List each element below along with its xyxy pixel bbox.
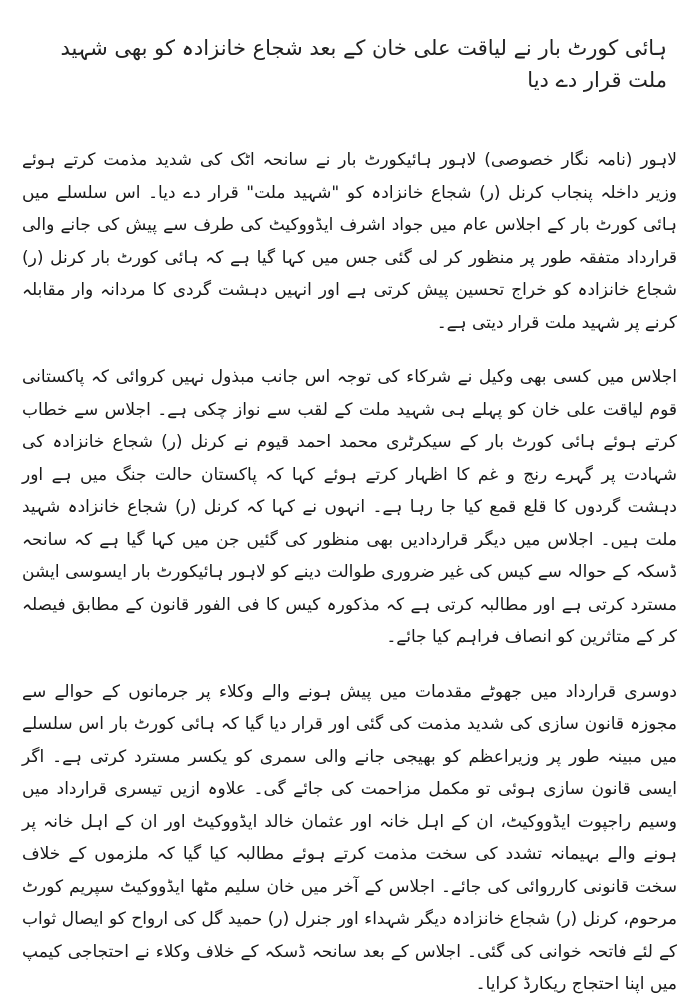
headline: ہائی کورٹ بار نے لیاقت علی خان کے بعد شجاع خانزادہ کو بھی شہید ملت قرار دے دیا xyxy=(60,36,667,92)
paragraph-resolutions: دوسری قرارداد میں جھوٹے مقدمات میں پیش ہونے والے وکلاء پر جرمانوں کے حوالے سے مجوزہ قانون سازی کی شدید مذمت کی گئی اور قرار دیا گیا کہ ہائی کورٹ بار اس سلسلے میں مبینہ طور پر وزیراعظم کو بھیجی جانے والی سمری کو یکسر مسترد کرتی ہے۔ اگر ایسی قانون سازی ہوئی تو مکمل مزاحمت کی جائے گی۔ علاوہ ازیں تیسری قرارداد میں وسیم راجپوت ایڈووکیٹ، ان کے اہل خانہ اور عثمان خالد ایڈووکیٹ اور ان کے اہل خانہ پر ہونے والے بہیمانہ تشدد کی سخت مذمت کرتے ہوئے مطالبہ کیا گیا کہ ملزموں کے خلاف سخت قانونی کارروائی کی جائے۔ اجلاس کے آخر میں خان سلیم مٹھا ایڈووکیٹ سپریم کورٹ مرحوم، کرنل (ر) شجاع خانزادہ دیگر شہداء اور جنرل (ر) حمید گل کی ارواح کو ایصال ثواب کے لئے فاتحہ خوانی کی گئی۔ اجلاس کے بعد سانحہ ڈسکہ کے خلاف وکلاء نے احتجاجی کیمپ میں اپنا احتجاج ریکارڈ کرایا۔ xyxy=(22,681,677,994)
paragraph-intro: لاہور (نامہ نگار خصوصی) لاہور ہائیکورٹ بار نے سانحہ اٹک کی شدید مذمت کرتے ہوئے وزیر داخلہ پنجاب کرنل (ر) شجاع خانزادہ کو "شہید ملت" قرار دے دیا۔ اس سلسلے میں ہائی کورٹ بار کے اجلاس عام میں جواد اشرف ایڈووکیٹ کی طرف سے پیش کی جانے والی قرارداد متفقہ طور پر منظور کر لی گئی جس میں کہا گیا ہے کہ ہائی کورٹ بار کرنل (ر) شجاع خانزادہ کو خراج تحسین پیش کرتی ہے اور انہیں دہشت گردی کا مردانہ وار مقابلہ کرنے پر شہید ملت قرار دیتی ہے۔ xyxy=(22,150,677,333)
article-body xyxy=(22,144,677,1001)
paragraph-session: اجلاس میں کسی بھی وکیل نے شرکاء کی توجہ اس جانب مبذول نہیں کروائی کہ پاکستانی قوم لیاقت علی خان کو پہلے ہی شہید ملت کے لقب سے نواز چکی ہے۔ اجلاس سے خطاب کرتے ہوئے ہائی کورٹ بار کے سیکرٹری محمد احمد قیوم نے کرنل (ر) شجاع خانزادہ کی شہادت پر گہرے رنج و غم کا اظہار کرتے ہوئے کہا کہ پاکستان حالت جنگ میں ہے اور دہشت گردوں کا قلع قمع کیا جا رہا ہے۔ انہوں نے کہا کہ کرنل (ر) شجاع خانزادہ شہید ملت ہیں۔ اجلاس میں دیگر قراردادیں بھی منظور کی گئیں جن میں کہا گیا ہے کہ سانحہ ڈسکہ کے حوالہ سے کیس کی غیر ضروری طوالت دینے کو لاہور ہائیکورٹ بار ایسوسی ایشن مسترد کرتی ہے اور مطالبہ کرتی ہے کہ مذکورہ کیس کا فی الفور قانون کے مطابق فیصلہ کر کے متاثرین کو انصاف فراہم کیا جائے۔ xyxy=(22,367,677,647)
